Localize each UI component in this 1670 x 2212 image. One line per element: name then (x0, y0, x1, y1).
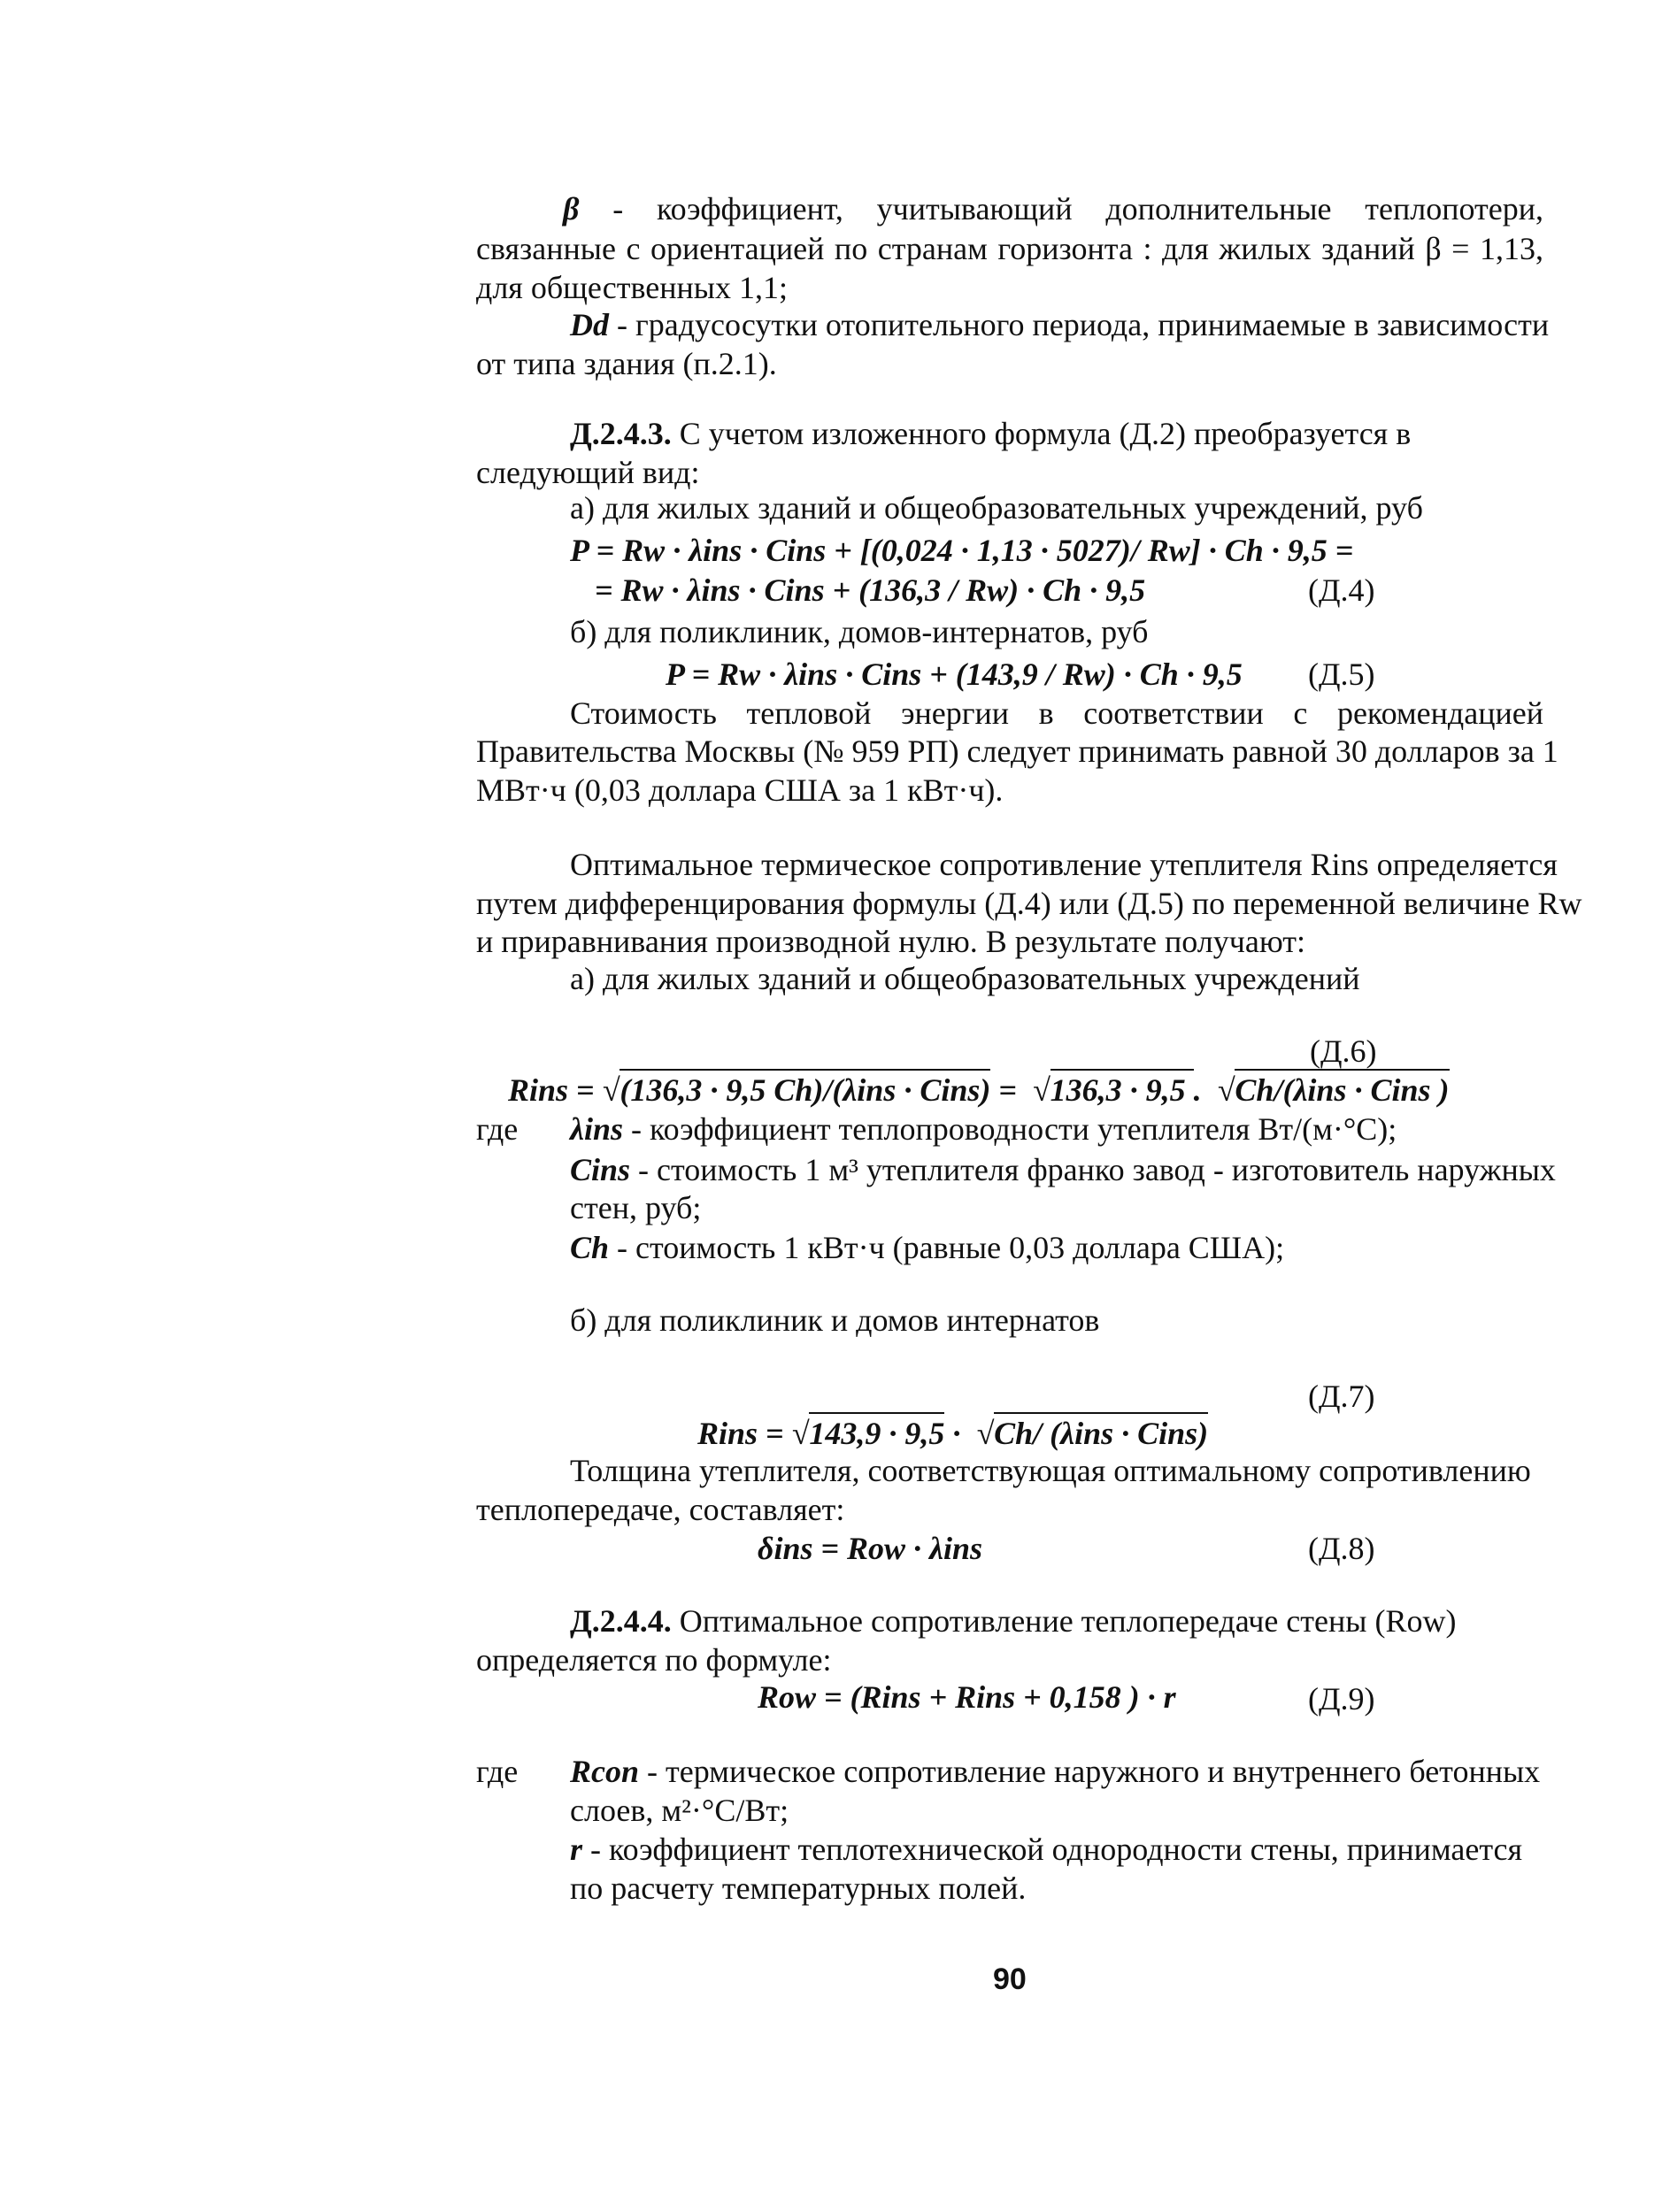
formula-d7: Rins = √143,9 · 9,5 · √Ch/ (λins · Cins) (666, 1375, 1208, 1492)
cins-definition-line-2: стен, руб; (570, 1190, 702, 1225)
equation-number-d7: (Д.7) (1308, 1379, 1375, 1414)
cost-paragraph-line-3: МВт·ч (0,03 доллара США за 1 кВт·ч). (476, 772, 1004, 808)
formula-d5: P = Rw · λins · Cins + (143,9 / Rw) · Ch · 9,5 (666, 657, 1243, 692)
r-definition-line-2: по расчету температурных полей. (570, 1870, 1027, 1906)
thickness-paragraph-line-2: теплопередаче, составляет: (476, 1492, 845, 1527)
beta-definition-line-1: β - коэффициент, учитывающий дополнительные теплопотери, (563, 191, 1543, 227)
rcon-definition-line-1: Rcon - термическое сопротивление наружного и внутреннего бетонных (570, 1754, 1541, 1789)
equation-number-d9: (Д.9) (1308, 1681, 1375, 1717)
optimal-paragraph-line-1: Оптимальное термическое сопротивление утеплителя Rins определяется (570, 847, 1558, 882)
thickness-paragraph-line-1: Толщина утеплителя, соответствующая оптимальному сопротивлению (570, 1453, 1531, 1488)
formula-d6: Rins = √(136,3 · 9,5 Ch)/(λins · Cins) = √136,3 · 9,5 . √Ch/(λins · Cins ) (476, 1032, 1450, 1148)
lambda-ins-definition: λins - коэффициент теплопроводности утеплителя Вт/(м·°С); (570, 1111, 1397, 1147)
page-number: 90 (993, 1962, 1027, 1996)
formula-d4-line-1: P = Rw · λins · Cins + [(0,024 · 1,13 · 5027)/ Rw] · Ch · 9,5 = (570, 533, 1354, 568)
cins-definition-line-1: Cins - стоимость 1 м³ утеплителя франко завод - изготовитель наружных (570, 1152, 1556, 1187)
equation-number-d4: (Д.4) (1308, 572, 1375, 608)
equation-number-d8: (Д.8) (1308, 1531, 1375, 1566)
ch-definition: Ch - стоимость 1 кВт·ч (равные 0,03 доллара США); (570, 1230, 1285, 1265)
beta-definition-line-2: связанные с ориентацией по странам горизонта : для жилых зданий β = 1,13, (476, 231, 1543, 266)
formula-d8: δins = Row · λins (758, 1531, 983, 1566)
section-d244-line-1: Д.2.4.4. Оптимальное сопротивление теплопередаче стены (Row) (570, 1603, 1457, 1639)
case-a2-heading: а) для жилых зданий и общеобразовательных учреждений (570, 961, 1360, 996)
section-d243-line-1: Д.2.4.3. С учетом изложенного формула (Д.2) преобразуется в (570, 416, 1412, 451)
optimal-paragraph-line-3: и приравнивания производной нулю. В результате получают: (476, 924, 1306, 959)
section-d243-line-2: следующий вид: (476, 455, 700, 490)
equation-number-d5: (Д.5) (1308, 657, 1375, 692)
rcon-definition-line-2: слоев, м²·°С/Вт; (570, 1793, 789, 1828)
dd-definition-line-2: от типа здания (п.2.1). (476, 346, 777, 381)
optimal-paragraph-line-2: путем дифференцирования формулы (Д.4) или (Д.5) по переменной величине Rw (476, 886, 1582, 921)
beta-definition-line-3: для общественных 1,1; (476, 270, 788, 305)
formula-d4-line-2: = Rw · λins · Cins + (136,3 / Rw) · Ch · 9,5 (595, 572, 1146, 608)
cost-paragraph-line-2: Правительства Москвы (№ 959 РП) следует принимать равной 30 долларов за 1 (476, 733, 1558, 769)
case-b2-heading: б) для поликлиник и домов интернатов (570, 1302, 1100, 1338)
case-a-heading: а) для жилых зданий и общеобразовательных учреждений, руб (570, 490, 1423, 526)
formula-d9: Row = (Rins + Rins + 0,158 ) · r (758, 1679, 1176, 1715)
dd-definition-line-1: Dd - градусосутки отопительного периода, принимаемые в зависимости (570, 307, 1550, 342)
cost-paragraph-line-1: Стоимость тепловой энергии в соответствии с рекомендацией (570, 695, 1543, 731)
where-label-2: где (476, 1754, 519, 1789)
equation-number-d6: (Д.6) (1310, 1033, 1377, 1069)
where-label-1: где (476, 1111, 519, 1147)
section-d244-line-2: определяется по формуле: (476, 1642, 832, 1678)
case-b-heading: б) для поликлиник, домов-интернатов, руб (570, 614, 1149, 649)
r-definition-line-1: r - коэффициент теплотехнической однородности стены, принимается (570, 1832, 1523, 1867)
